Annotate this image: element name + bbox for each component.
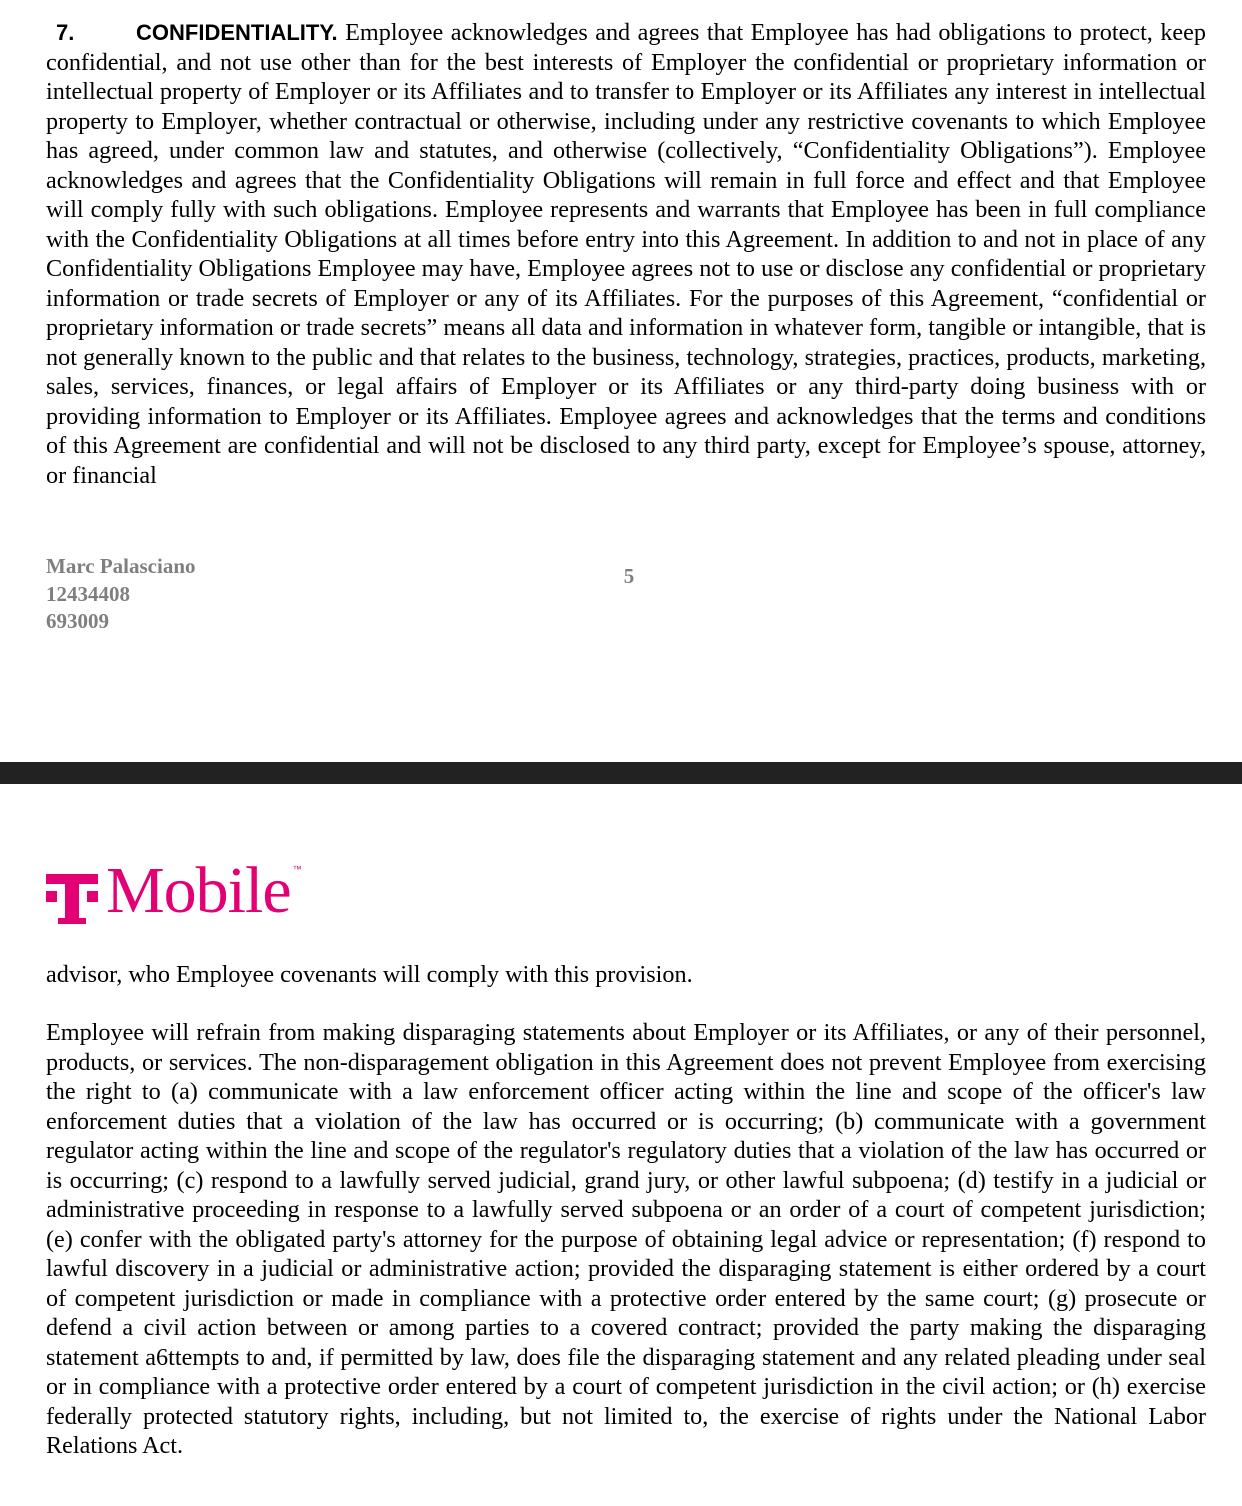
page-separator: [0, 762, 1242, 784]
section-title: CONFIDENTIALITY.: [136, 20, 338, 45]
t-mobile-t-icon: [46, 868, 98, 924]
document-page-six: [0, 784, 1242, 1506]
section-body-text: Employee acknowledges and agrees that Employee has had obligations to protect, keep confidential, and not use other than for the best interests of Employer the confidential or proprietary information or intellectual property of Employer or its Affiliates and to transfer to Employer or its Affiliates any interest in intellectual property to Employer, whether contractual or otherwise, including under any restrictive covenants to which Employee has agreed, under common law and statutes, and otherwise (collectively, “Confidentiality Obligations”). Employee acknowledges and agrees that the Confidentiality Obligations will remain in full force and effect and that Employee will comply fully with such obligations. Employee represents and warrants that Employee has been in full compliance with the Confidentiality Obligations at all times before entry into this Agreement. In addition to and not in place of any Confidentiality Obligations Employee may have, Employee agrees not to use or disclose any confidential or proprietary information or trade secrets of Employer or any of its Affiliates. For the purposes of this Agreement, “confidential or proprietary information or trade secrets” means all data and information in whatever form, tangible or intangible, that is not generally known to the public and that relates to the business, technology, strategies, practices, products, marketing, sales, services, finances, or legal affairs of Employer or its Affiliates or any third-party doing business with or providing information to Employer or its Affiliates. Employee agrees and acknowledges that the terms and conditions of this Agreement are confidential and will not be disclosed to any third party, except for Employee’s spouse, attorney, or financial: [46, 19, 1206, 489]
logo-wordmark: Mobile: [106, 854, 291, 927]
section-number: 7.: [56, 20, 75, 45]
footer-id-one: 12434408: [46, 581, 130, 606]
non-disparagement-paragraph: Employee will refrain from making disparaging statements about Employer or its Affiliates, or any of their personnel, products, or services. The non-disparagement obligation in this Agreement does not prevent Employee from exercising the right to (a) communicate with a law enforcement officer acting within the line and scope of the officer's law enforcement duties that a violation of the law has occurred or is occurring; (b) communicate with a government regulator acting within the line and scope of the regulator's regulatory duties that a violation of the law has occurred or is occurring; (c) respond to a lawfully served judicial, grand jury, or other lawful subpoena; (d) testify in a judicial or administrative proceeding in response to a lawfully served subpoena or an order of a court of competent jurisdiction; (e) confer with the obligated party's attorney for the purpose of obtaining legal advice or representation; (f) respond to lawful discovery in a judicial or administrative action; provided the disparaging statement is either ordered by a court of competent jurisdiction or made in compliance with a protective order entered by the same court; (g) prosecute or defend a civil action between or among parties to a covered contract; provided the party making the disparaging statement a6ttempts to and, if permitted by law, does file the disparaging statement and any related pleading under seal or in compliance with a protective order entered by a court of competent jurisdiction in the civil action; or (h) exercise federally protected statutory rights, including, but not limited to, the exercise of rights under the National Labor Relations Act.: [46, 1019, 1206, 1459]
t-mobile-logo: [46, 854, 302, 927]
continuation-paragraph: advisor, who Employee covenants will comply with this provision.: [46, 961, 693, 988]
footer-name: Marc Palasciano: [46, 554, 196, 578]
logo-trademark: ™: [292, 864, 302, 874]
page-number: 5: [623, 564, 635, 588]
confidentiality-paragraph: [46, 18, 1206, 490]
footer-id-two: 693009: [46, 609, 109, 633]
page-footer-identifier: [46, 553, 196, 636]
